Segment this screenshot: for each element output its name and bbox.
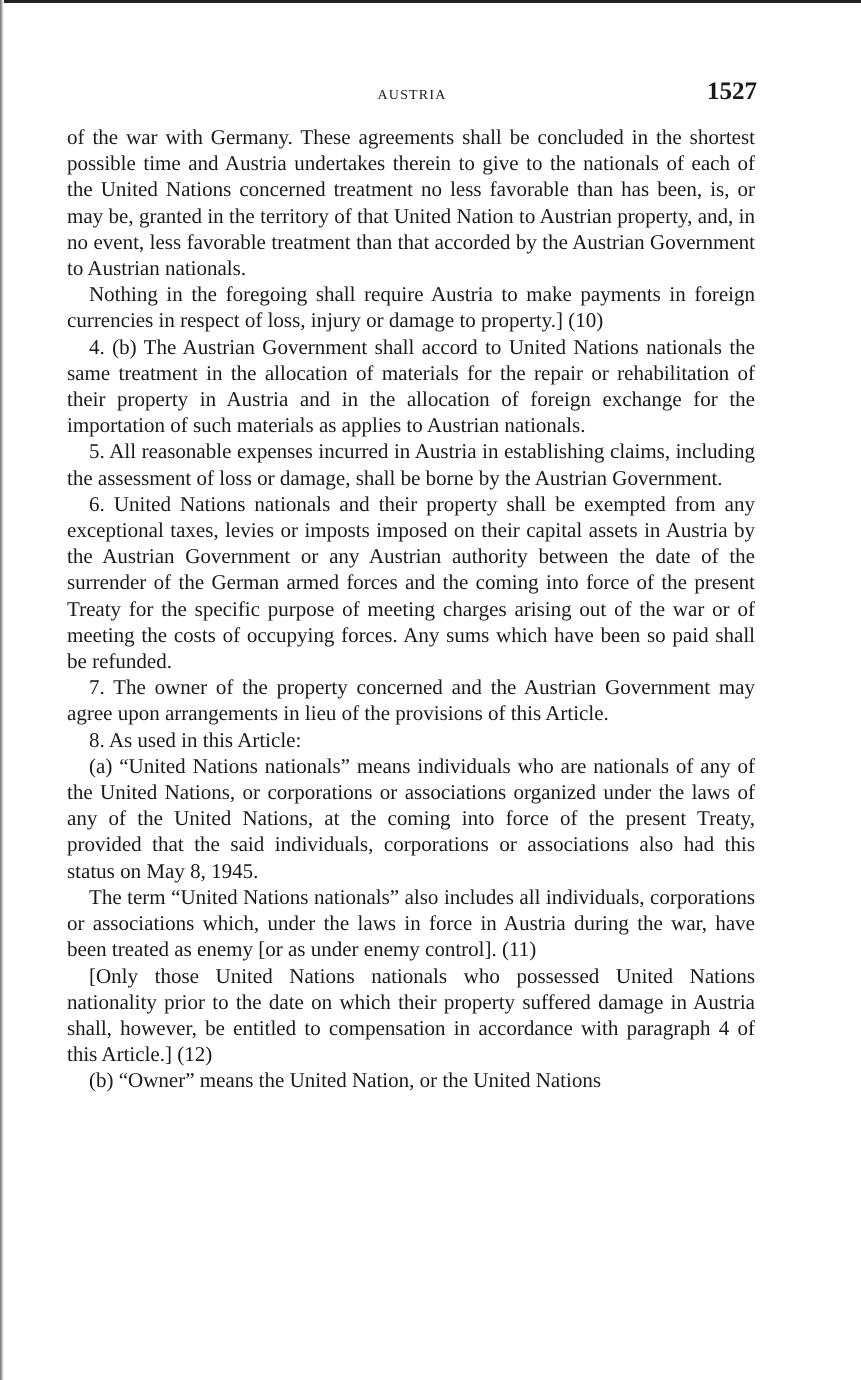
running-head: AUSTRIA bbox=[377, 88, 447, 103]
page-header bbox=[67, 78, 757, 112]
paragraph-8a: (a) “United Nations nationals” means individuals who are nationals of any of the United Nations, or corporations or associations organized under the laws of any of the United Nations, at the coming into force of the present Treaty, provided that the said individuals, corporations or associations also had this status on May 8, 1945. bbox=[67, 753, 755, 883]
paragraph-bracketed: [Only those United Nations nationals who possessed United Nations nationality prior to the date on which their property suffered damage in Austria shall, however, be entitled to compensation in accordance with paragraph 4 of this Article.] (12) bbox=[67, 963, 755, 1067]
paragraph-6: 6. United Nations nationals and their property shall be exempted from any exceptional taxes, levies or imposts imposed on their capital assets in Austria by the Austrian Government or any Austrian authority between the date of the surrender of the German armed forces and the coming into force of the present Treaty for the specific purpose of meeting charges arising out of the war or of meeting the costs of occupying forces. Any sums which have been so paid shall be refunded. bbox=[67, 491, 755, 674]
page-number: 1527 bbox=[707, 78, 757, 105]
paragraph-7: 7. The owner of the property concerned and the Austrian Government may agree upon arrangements in lieu of the provisions of this Article. bbox=[67, 675, 755, 726]
paragraph-8: 8. As used in this Article: bbox=[89, 727, 302, 752]
paragraph-8b: (b) “Owner” means the United Nation, or the United Nations bbox=[89, 1068, 602, 1093]
paragraph-5: 5. All reasonable expenses incurred in Austria in establishing claims, including the assessment of loss or damage, shall be borne by the Austrian Government. bbox=[67, 439, 755, 490]
scan-top-edge bbox=[0, 0, 861, 3]
scan-left-edge bbox=[0, 0, 4, 1380]
paragraph-continuation: of the war with Germany. These agreements shall be concluded in the shortest possible time and Austria undertakes therein to give to the nationals of each of the United Nations concerned treatment no less favorable than has been, is, or may be, granted in the territory of that United Nation to Austrian property, and, in no event, less favorable treatment than that accorded by the Austrian Government to Austrian nationals. bbox=[67, 125, 755, 281]
paragraph-payments: Nothing in the foregoing shall require Austria to make payments in foreign currencies in respect of loss, injury or damage to property.] (10) bbox=[67, 282, 755, 333]
body-text bbox=[67, 124, 755, 1094]
paragraph-term: The term “United Nations nationals” also includes all individuals, corporations or associations which, under the laws in force in Austria during the war, have been treated as enemy [or as under enemy control]. (11) bbox=[67, 884, 755, 962]
paragraph-4b: 4. (b) The Austrian Government shall accord to United Nations nationals the same treatment in the allocation of materials for the repair or rehabilitation of their property in Austria and in the allocation of foreign exchange for the importation of such materials as applies to Austrian nationals. bbox=[67, 334, 755, 438]
